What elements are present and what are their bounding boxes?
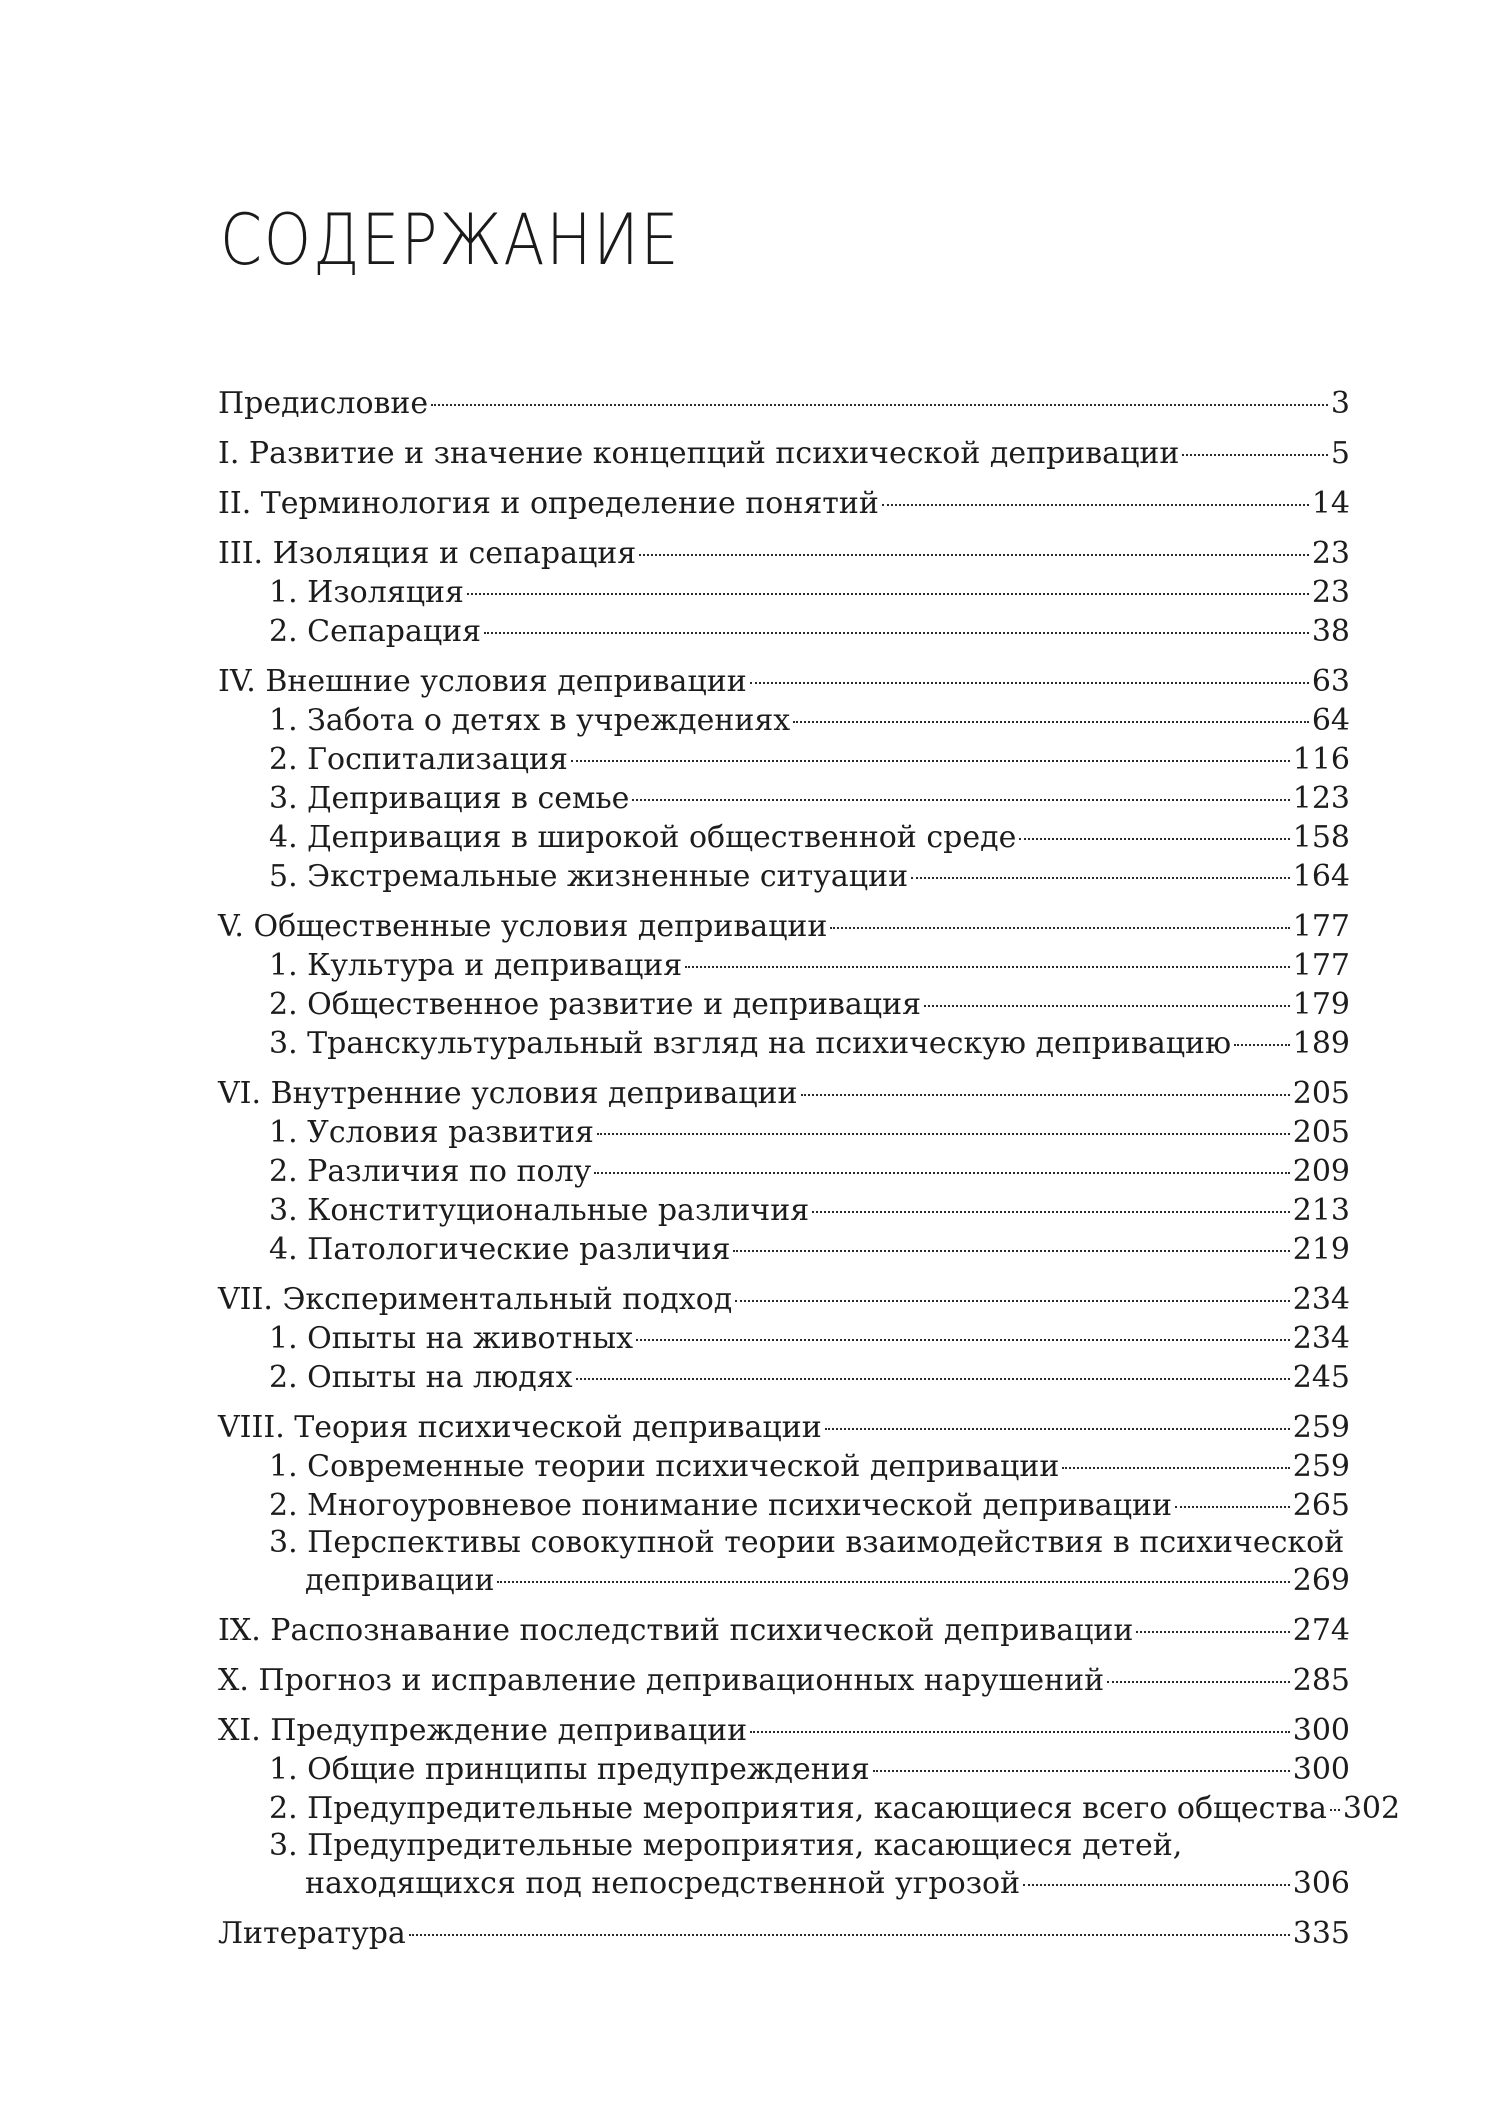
- dot-leader: [1107, 1681, 1290, 1683]
- dot-leader: [597, 1133, 1290, 1135]
- toc-chapter-entry[interactable]: [218, 1074, 1350, 1113]
- toc-section: [218, 484, 1350, 523]
- toc-entry-title: Литература: [218, 1916, 406, 1951]
- toc-section: [218, 1711, 1401, 1903]
- dot-leader: [735, 1300, 1290, 1302]
- toc-subsection-entry[interactable]: [218, 1319, 1350, 1358]
- toc-entry-title: 2. Многоуровневое понимание психической депривации: [269, 1488, 1172, 1523]
- toc-section: [218, 1611, 1350, 1650]
- toc-page-number: 306: [1292, 1866, 1350, 1901]
- dot-leader: [825, 1428, 1290, 1430]
- toc-page-number: 209: [1292, 1154, 1350, 1189]
- toc-page-number: 158: [1292, 820, 1350, 855]
- dot-leader: [830, 927, 1289, 929]
- toc-subsection-entry[interactable]: [218, 1789, 1401, 1828]
- toc-section: [218, 1408, 1350, 1600]
- toc-page-number: 179: [1292, 987, 1350, 1022]
- toc-section: [218, 1074, 1350, 1269]
- toc-entry-title: VIII. Теория психической депривации: [218, 1410, 822, 1445]
- toc-entry-title: IX. Распознавание последствий психической депривации: [218, 1613, 1134, 1648]
- toc-entry-title: 3. Предупредительные мероприятия, касающиеся детей,: [269, 1828, 1183, 1863]
- toc-page-number: 14: [1311, 486, 1350, 521]
- toc-section: [218, 662, 1350, 896]
- dot-leader: [750, 1731, 1290, 1733]
- toc-page-number: 213: [1292, 1193, 1350, 1228]
- toc-page-number: 335: [1292, 1916, 1350, 1951]
- toc-chapter-entry[interactable]: [218, 1661, 1350, 1700]
- dot-leader: [750, 682, 1309, 684]
- toc-page-number: 269: [1292, 1563, 1350, 1598]
- toc-entry-title: III. Изоляция и сепарация: [218, 536, 637, 571]
- toc-page-number: 63: [1311, 664, 1350, 699]
- toc-entry-title: 3. Конституциональные различия: [269, 1193, 810, 1228]
- toc-page-number: 64: [1311, 703, 1350, 738]
- toc-entry-title: 3. Транскультуральный взгляд на психическую депривацию: [269, 1026, 1232, 1061]
- toc-page-number: 5: [1330, 436, 1350, 471]
- dot-leader: [431, 404, 1328, 406]
- toc-entry-title: 1. Условия развития: [269, 1115, 594, 1150]
- toc-page-number: 234: [1292, 1282, 1350, 1317]
- toc-subsection-entry[interactable]: [218, 740, 1350, 779]
- toc-entry-title: 3. Депривация в семье: [269, 781, 630, 816]
- toc-entry-title: V. Общественные условия депривации: [218, 909, 828, 944]
- toc-chapter-entry[interactable]: [218, 662, 1350, 701]
- dot-leader: [632, 799, 1289, 801]
- toc-page-number: 177: [1292, 948, 1350, 983]
- toc-chapter-entry[interactable]: [218, 1611, 1350, 1650]
- toc-entry-title: 1. Опыты на животных: [269, 1321, 633, 1356]
- toc-entry-title: VI. Внутренние условия депривации: [218, 1076, 798, 1111]
- dot-leader: [1136, 1631, 1289, 1633]
- toc-entry-title: депривации: [305, 1563, 495, 1598]
- toc-subsection-entry[interactable]: [218, 1486, 1350, 1525]
- toc-subsection-entry[interactable]: [218, 701, 1350, 740]
- toc-subsection-entry[interactable]: [218, 857, 1350, 896]
- dot-leader: [594, 1172, 1289, 1174]
- toc-chapter-entry[interactable]: [218, 384, 1350, 423]
- toc-subsection-continuation[interactable]: [218, 1864, 1350, 1903]
- toc-chapter-entry[interactable]: [218, 534, 1350, 573]
- toc-page-number: 38: [1311, 614, 1350, 649]
- toc-entry-title: 1. Изоляция: [269, 575, 464, 610]
- dot-leader: [1234, 1044, 1290, 1046]
- toc-section: [218, 534, 1350, 651]
- toc-subsection-entry[interactable]: [218, 573, 1350, 612]
- toc-entry-title: X. Прогноз и исправление депривационных нарушений: [218, 1663, 1105, 1698]
- toc-page-number: 300: [1292, 1752, 1350, 1787]
- toc-entry-title: XI. Предупреждение депривации: [218, 1713, 748, 1748]
- toc-entry-title: 2. Общественное развитие и депривация: [269, 987, 922, 1022]
- dot-leader: [733, 1250, 1289, 1252]
- dot-leader: [1330, 1809, 1340, 1811]
- toc-entry-title: II. Терминология и определение понятий: [218, 486, 879, 521]
- toc-entry-title: 1. Общие принципы предупреждения: [269, 1752, 870, 1787]
- dot-leader: [801, 1094, 1290, 1096]
- toc-entry-title: 1. Забота о детях в учреждениях: [269, 703, 791, 738]
- toc-entry-title: 2. Различия по полу: [269, 1154, 592, 1189]
- toc-section: [218, 384, 1350, 423]
- dot-leader: [467, 593, 1309, 595]
- dot-leader: [924, 1005, 1290, 1007]
- toc-page-number: 3: [1330, 386, 1350, 421]
- toc-entry-title: I. Развитие и значение концепций психической депривации: [218, 436, 1180, 471]
- toc-entry-title: VII. Экспериментальный подход: [218, 1282, 733, 1317]
- toc-subsection-entry[interactable]: [218, 946, 1350, 985]
- toc-section: [218, 1280, 1350, 1397]
- toc-chapter-entry[interactable]: [218, 1914, 1350, 1953]
- table-of-contents: [218, 384, 1401, 1964]
- dot-leader: [576, 1378, 1290, 1380]
- dot-leader: [636, 1339, 1290, 1341]
- dot-leader: [1182, 454, 1328, 456]
- toc-page-number: 234: [1292, 1321, 1350, 1356]
- toc-subsection-entry[interactable]: [218, 612, 1350, 651]
- toc-entry-title: 2. Опыты на людях: [269, 1360, 573, 1395]
- toc-subsection-entry[interactable]: [218, 1828, 1350, 1864]
- toc-subsection-entry[interactable]: [218, 1230, 1350, 1269]
- toc-subsection-entry[interactable]: [218, 1024, 1350, 1063]
- toc-page-number: 205: [1292, 1115, 1350, 1150]
- toc-page-number: 302: [1342, 1791, 1401, 1826]
- dot-leader: [1175, 1506, 1290, 1508]
- dot-leader: [873, 1770, 1290, 1772]
- toc-page-number: 300: [1292, 1713, 1350, 1748]
- toc-entry-title: 2. Сепарация: [269, 614, 482, 649]
- toc-chapter-entry[interactable]: [218, 434, 1350, 473]
- toc-page-number: 219: [1292, 1232, 1350, 1267]
- toc-subsection-entry[interactable]: [218, 1191, 1350, 1230]
- toc-subsection-entry[interactable]: [218, 1152, 1350, 1191]
- toc-section: [218, 1914, 1350, 1953]
- toc-entry-title: IV. Внешние условия депривации: [218, 664, 747, 699]
- dot-leader: [497, 1581, 1289, 1583]
- dot-leader: [1019, 838, 1289, 840]
- toc-page-number: 245: [1292, 1360, 1350, 1395]
- dot-leader: [639, 554, 1309, 556]
- toc-page-number: 285: [1292, 1663, 1350, 1698]
- toc-subsection-entry[interactable]: [218, 1750, 1350, 1789]
- toc-subsection-entry[interactable]: [218, 1447, 1350, 1486]
- toc-entry-title: находящихся под непосредственной угрозой: [305, 1866, 1021, 1901]
- toc-entry-title: 4. Патологические различия: [269, 1232, 731, 1267]
- toc-chapter-entry[interactable]: [218, 1280, 1350, 1319]
- dot-leader: [685, 966, 1290, 968]
- toc-entry-title: 1. Культура и депривация: [269, 948, 683, 983]
- dot-leader: [571, 760, 1290, 762]
- toc-subsection-entry[interactable]: [218, 1358, 1350, 1397]
- toc-chapter-entry[interactable]: [218, 1408, 1350, 1447]
- toc-subsection-entry[interactable]: [218, 985, 1350, 1024]
- toc-chapter-entry[interactable]: [218, 1711, 1350, 1750]
- toc-subsection-entry[interactable]: [218, 1113, 1350, 1152]
- dot-leader: [882, 504, 1309, 506]
- toc-page-number: 274: [1292, 1613, 1350, 1648]
- page-title: СОДЕРЖАНИЕ: [220, 199, 681, 281]
- dot-leader: [911, 877, 1290, 879]
- toc-page-number: 189: [1292, 1026, 1350, 1061]
- dot-leader: [1062, 1467, 1289, 1469]
- dot-leader: [812, 1211, 1290, 1213]
- toc-entry-title: 5. Экстремальные жизненные ситуации: [269, 859, 909, 894]
- dot-leader: [409, 1934, 1290, 1936]
- toc-subsection-entry[interactable]: [218, 1525, 1350, 1561]
- toc-entry-title: 2. Госпитализация: [269, 742, 568, 777]
- dot-leader: [1023, 1884, 1290, 1886]
- toc-subsection-entry[interactable]: [218, 818, 1350, 857]
- dot-leader: [484, 632, 1309, 634]
- toc-entry-title: 4. Депривация в широкой общественной среде: [269, 820, 1017, 855]
- toc-page-number: 123: [1292, 781, 1350, 816]
- toc-page-number: 259: [1292, 1410, 1350, 1445]
- toc-entry-title: Предисловие: [218, 386, 429, 421]
- toc-subsection-continuation[interactable]: [218, 1561, 1350, 1600]
- toc-chapter-entry[interactable]: [218, 484, 1350, 523]
- toc-entry-title: 2. Предупредительные мероприятия, касающиеся всего общества: [269, 1791, 1327, 1826]
- dot-leader: [793, 721, 1309, 723]
- toc-chapter-entry[interactable]: [218, 907, 1350, 946]
- toc-section: [218, 1661, 1350, 1700]
- toc-page-number: 23: [1311, 575, 1350, 610]
- toc-page-number: 259: [1292, 1449, 1350, 1484]
- toc-page-number: 164: [1292, 859, 1350, 894]
- toc-section: [218, 434, 1350, 473]
- toc-subsection-entry[interactable]: [218, 779, 1350, 818]
- toc-page-number: 205: [1292, 1076, 1350, 1111]
- toc-entry-title: 3. Перспективы совокупной теории взаимодействия в психической: [269, 1525, 1345, 1560]
- toc-page-number: 177: [1292, 909, 1350, 944]
- toc-page-number: 265: [1292, 1488, 1350, 1523]
- toc-page-number: 116: [1292, 742, 1350, 777]
- toc-section: [218, 907, 1350, 1063]
- toc-entry-title: 1. Современные теории психической депривации: [269, 1449, 1060, 1484]
- toc-page-number: 23: [1311, 536, 1350, 571]
